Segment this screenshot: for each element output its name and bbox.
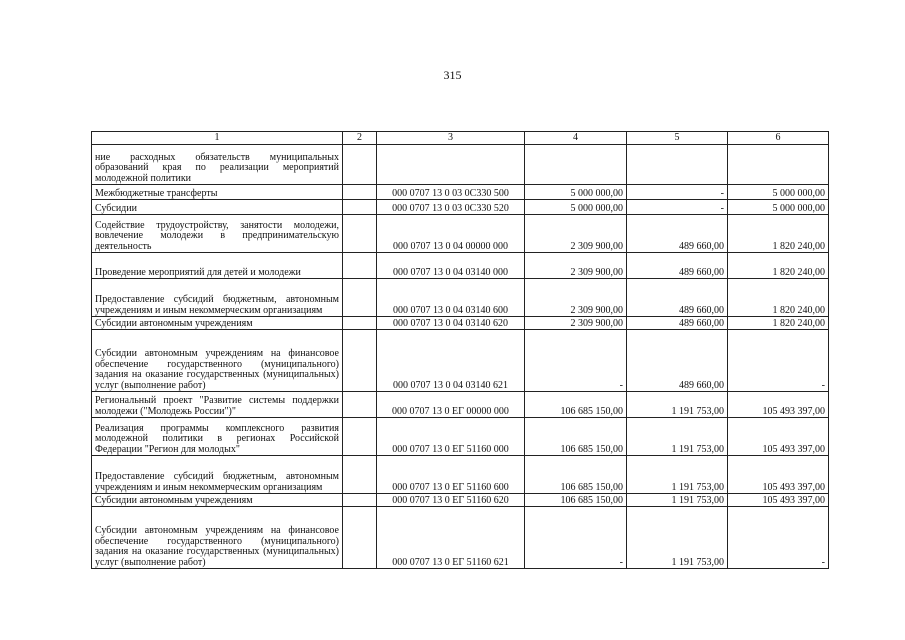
table-row — [92, 145, 829, 185]
row-budget-code: 000 0707 13 0 03 0С330 520 — [377, 200, 525, 215]
table-row — [92, 200, 829, 215]
row-description: ние расходных обязательств муниципальных образований края по реализации мероприятий молодежной политики — [92, 145, 343, 185]
row-budget-code: 000 0707 13 0 03 0С330 500 — [377, 185, 525, 200]
row-col5-value: - — [627, 200, 728, 215]
row-col4-value: 2 309 900,00 — [525, 317, 627, 330]
table-header-row — [92, 132, 829, 145]
row-col5-value: 1 191 753,00 — [627, 392, 728, 418]
row-col6-value: 1 820 240,00 — [728, 215, 829, 253]
row-col5-value: 1 191 753,00 — [627, 494, 728, 507]
row-col6-value: 105 493 397,00 — [728, 494, 829, 507]
row-col6-value: 5 000 000,00 — [728, 200, 829, 215]
header-col-6: 6 — [728, 132, 829, 145]
row-col4-value: 2 309 900,00 — [525, 279, 627, 317]
row-description: Субсидии — [92, 200, 343, 215]
row-col4-value: 106 685 150,00 — [525, 418, 627, 456]
row-budget-code: 000 0707 13 0 04 03140 620 — [377, 317, 525, 330]
row-description: Предоставление субсидий бюджетным, автономным учреждениям и иным некоммерческим организациям — [92, 279, 343, 317]
row-col2 — [343, 200, 377, 215]
row-col6-value: 1 820 240,00 — [728, 317, 829, 330]
row-col5-value: 489 660,00 — [627, 317, 728, 330]
table-row — [92, 279, 829, 317]
row-col5-value: - — [627, 185, 728, 200]
row-col5-value: 489 660,00 — [627, 279, 728, 317]
row-col5-value: 1 191 753,00 — [627, 507, 728, 569]
row-col2 — [343, 145, 377, 185]
table-row — [92, 392, 829, 418]
row-col4-value: 106 685 150,00 — [525, 392, 627, 418]
header-col-4: 4 — [525, 132, 627, 145]
row-col6-value: 105 493 397,00 — [728, 418, 829, 456]
budget-table — [91, 131, 829, 569]
row-col2 — [343, 279, 377, 317]
table-row — [92, 215, 829, 253]
row-col4-value: - — [525, 330, 627, 392]
row-budget-code: 000 0707 13 0 ЕГ 51160 600 — [377, 456, 525, 494]
row-col2 — [343, 215, 377, 253]
header-col-2: 2 — [343, 132, 377, 145]
row-col6-value: 105 493 397,00 — [728, 456, 829, 494]
row-col5-value: 489 660,00 — [627, 330, 728, 392]
row-col4-value — [525, 145, 627, 185]
row-col5-value: 489 660,00 — [627, 215, 728, 253]
table-row — [92, 507, 829, 569]
row-budget-code: 000 0707 13 0 ЕГ 00000 000 — [377, 392, 525, 418]
row-budget-code — [377, 145, 525, 185]
row-budget-code: 000 0707 13 0 ЕГ 51160 621 — [377, 507, 525, 569]
row-col2 — [343, 507, 377, 569]
row-description: Содействие трудоустройству, занятости молодежи, вовлечение молодежи в предпринимательскую деятельность — [92, 215, 343, 253]
row-col4-value: - — [525, 507, 627, 569]
table-row — [92, 418, 829, 456]
row-col5-value: 489 660,00 — [627, 253, 728, 279]
row-col2 — [343, 330, 377, 392]
row-col4-value: 106 685 150,00 — [525, 456, 627, 494]
row-col4-value: 106 685 150,00 — [525, 494, 627, 507]
row-col4-value: 5 000 000,00 — [525, 185, 627, 200]
row-col6-value: 5 000 000,00 — [728, 185, 829, 200]
row-col6-value: - — [728, 330, 829, 392]
row-description: Субсидии автономным учреждениям на финансовое обеспечение государственного (муниципального) задания на оказание государственных (муниципальных) услуг (выполнение работ) — [92, 330, 343, 392]
table-row — [92, 330, 829, 392]
header-col-3: 3 — [377, 132, 525, 145]
row-col6-value: - — [728, 507, 829, 569]
row-col2 — [343, 253, 377, 279]
row-col5-value: 1 191 753,00 — [627, 418, 728, 456]
row-col5-value: 1 191 753,00 — [627, 456, 728, 494]
row-col6-value: 1 820 240,00 — [728, 253, 829, 279]
row-budget-code: 000 0707 13 0 04 03140 000 — [377, 253, 525, 279]
row-description: Региональный проект "Развитие системы поддержки молодежи ("Молодежь России")" — [92, 392, 343, 418]
row-description: Субсидии автономным учреждениям на финансовое обеспечение государственного (муниципального) задания на оказание государственных (муниципальных) услуг (выполнение работ) — [92, 507, 343, 569]
row-description: Предоставление субсидий бюджетным, автономным учреждениям и иным некоммерческим организациям — [92, 456, 343, 494]
row-col2 — [343, 494, 377, 507]
row-budget-code: 000 0707 13 0 ЕГ 51160 000 — [377, 418, 525, 456]
row-col6-value — [728, 145, 829, 185]
row-col2 — [343, 317, 377, 330]
row-col4-value: 5 000 000,00 — [525, 200, 627, 215]
row-col2 — [343, 456, 377, 494]
row-col6-value: 105 493 397,00 — [728, 392, 829, 418]
row-col5-value — [627, 145, 728, 185]
row-budget-code: 000 0707 13 0 04 03140 600 — [377, 279, 525, 317]
row-description: Реализация программы комплексного развития молодежной политики в регионах Российской Федерации "Регион для молодых" — [92, 418, 343, 456]
row-col2 — [343, 392, 377, 418]
page-number: 315 — [443, 68, 462, 82]
header-col-1: 1 — [92, 132, 343, 145]
table-row — [92, 185, 829, 200]
header-col-5: 5 — [627, 132, 728, 145]
row-description: Субсидии автономным учреждениям — [92, 317, 343, 330]
row-description: Проведение мероприятий для детей и молодежи — [92, 253, 343, 279]
row-col2 — [343, 418, 377, 456]
row-col4-value: 2 309 900,00 — [525, 253, 627, 279]
table-row — [92, 456, 829, 494]
table-row — [92, 253, 829, 279]
row-col2 — [343, 185, 377, 200]
row-description: Субсидии автономным учреждениям — [92, 494, 343, 507]
table-row — [92, 494, 829, 507]
table-row — [92, 317, 829, 330]
row-budget-code: 000 0707 13 0 04 03140 621 — [377, 330, 525, 392]
row-budget-code: 000 0707 13 0 04 00000 000 — [377, 215, 525, 253]
row-budget-code: 000 0707 13 0 ЕГ 51160 620 — [377, 494, 525, 507]
row-col4-value: 2 309 900,00 — [525, 215, 627, 253]
row-description: Межбюджетные трансферты — [92, 185, 343, 200]
row-col6-value: 1 820 240,00 — [728, 279, 829, 317]
